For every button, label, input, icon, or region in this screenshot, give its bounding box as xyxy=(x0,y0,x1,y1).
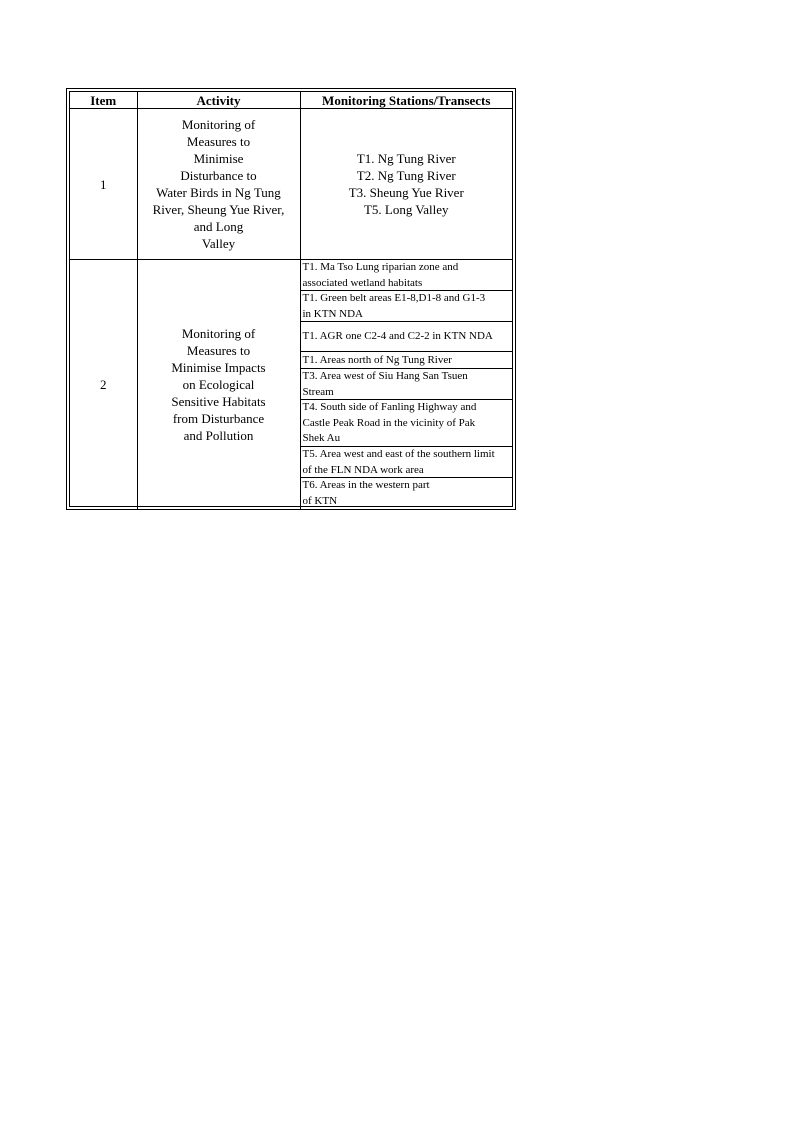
station-line: T2. Ng Tung River xyxy=(356,168,456,183)
sub-station-line: Castle Peak Road in the vicinity of Pak xyxy=(302,416,476,429)
monitoring-table-inner xyxy=(69,91,513,507)
activity-line: Measures to xyxy=(186,343,251,358)
sub-station-line: Shek Au xyxy=(302,432,341,444)
header-stations: Monitoring Stations/Transects xyxy=(300,92,512,109)
sub-station-line: T6. Areas in the western part xyxy=(302,479,430,491)
sub-station-item xyxy=(301,352,513,369)
table-row xyxy=(70,260,512,510)
sub-station-item xyxy=(301,369,513,400)
row-1-activity xyxy=(137,109,300,260)
sub-station-line: T1. Ma Tso Lung riparian zone and xyxy=(302,261,459,273)
activity-line: from Disturbance xyxy=(172,411,265,426)
station-line: T3. Sheung Yue River xyxy=(348,185,464,200)
activity-line: Monitoring of xyxy=(181,326,256,341)
activity-line: Minimise xyxy=(193,151,244,166)
sub-station-list xyxy=(301,260,513,509)
sub-station-line: T1. AGR one C2-4 and C2-2 in KTN NDA xyxy=(302,330,493,342)
sub-station-item xyxy=(301,322,513,352)
activity-line: and Pollution xyxy=(183,428,254,443)
sub-station-line: T3. Area west of Siu Hang San Tsuen xyxy=(302,370,468,382)
header-item: Item xyxy=(70,92,137,109)
sub-station-item xyxy=(301,400,513,447)
sub-station-item xyxy=(301,291,513,322)
activity-line: Sensitive Habitats xyxy=(171,394,266,409)
header-activity: Activity xyxy=(137,92,300,109)
activity-line: Water Birds in Ng Tung xyxy=(156,185,281,200)
sub-station-line: of KTN xyxy=(302,494,338,507)
row-2-item: 2 xyxy=(70,260,137,510)
sub-station-line: T1. Areas north of Ng Tung River xyxy=(302,354,452,366)
activity-line: River, Sheung Yue River, xyxy=(152,202,285,217)
sub-station-item xyxy=(301,447,513,478)
sub-station-line: in KTN NDA xyxy=(302,307,363,320)
activity-line: on Ecological xyxy=(182,377,255,392)
activity-line: Valley xyxy=(201,236,236,251)
row-2-activity xyxy=(137,260,300,510)
sub-station-line: T1. Green belt areas E1-8,D1-8 and G1-3 xyxy=(302,292,486,304)
sub-station-line: T5. Area west and east of the southern limit xyxy=(302,448,495,460)
activity-line: Minimise Impacts xyxy=(171,360,266,375)
activity-line: Disturbance to xyxy=(180,168,257,183)
row-2-stations xyxy=(300,260,512,510)
activity-line: Monitoring of xyxy=(181,117,256,132)
sub-station-line: T4. South side of Fanling Highway and xyxy=(302,401,477,413)
station-line: T5. Long Valley xyxy=(363,202,449,217)
row-1-stations xyxy=(300,109,512,260)
sub-station-line: Stream xyxy=(302,385,334,398)
sub-station-item xyxy=(301,478,513,509)
table-header-row xyxy=(70,92,512,109)
monitoring-table xyxy=(70,92,512,509)
row-1-item: 1 xyxy=(70,109,137,260)
activity-line: Measures to xyxy=(186,134,251,149)
station-line: T1. Ng Tung River xyxy=(356,151,456,166)
activity-line: and Long xyxy=(193,219,244,234)
table-row xyxy=(70,109,512,260)
sub-station-item xyxy=(301,260,513,291)
monitoring-table-frame xyxy=(66,88,516,510)
sub-station-line: associated wetland habitats xyxy=(302,276,423,289)
sub-station-line: of the FLN NDA work area xyxy=(302,463,424,476)
